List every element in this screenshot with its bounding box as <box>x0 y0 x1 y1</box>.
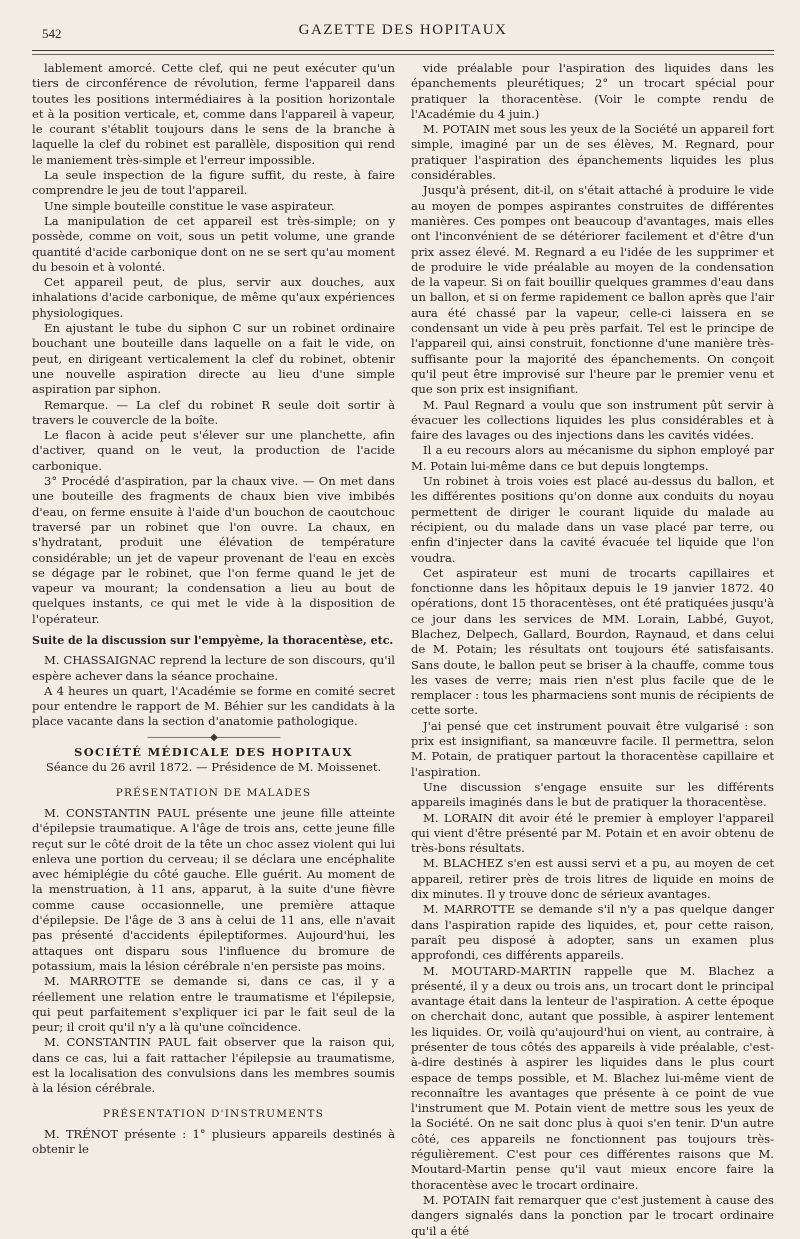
paragraph: M. BLACHEZ s'en est aussi servi et a pu, au moyen de cet appareil, retirer près de trois litres de liquide en moins de dix minutes. Il y trouve donc de sérieux avantages. <box>411 856 774 902</box>
paragraph: M. CONSTANTIN PAUL fait observer que la raison qui, dans ce cas, lui a fait rattacher l'épilepsie au traumatisme, est la localisation des convulsions dans les membres soumis à la lésion cérébrale. <box>32 1035 395 1096</box>
paragraph: La manipulation de cet appareil est très-simple; on y possède, comme on voit, sous un petit volume, une grande quantité d'acide carbonique dont on ne se sert qu'au moment du besoin et à volonté. <box>32 213 395 274</box>
header-rule <box>32 50 774 51</box>
ornament-divider: ———————◆——————— <box>147 731 280 743</box>
paragraph: La seule inspection de la figure suffit, du reste, à faire comprendre le jeu de tout l'appareil. <box>32 168 395 198</box>
paragraph: Une discussion s'engage ensuite sur les différents appareils imaginés dans le but de pratiquer la thoracentèse. <box>411 779 774 810</box>
paragraph: Jusqu'à présent, dit-il, on s'était attaché à produire le vide au moyen de pompes aspirantes construites de différentes manières. Ces pompes ont beaucoup d'avantages, mais elles ont l'inconvénient de se détériorer facilement et d'être d'un prix assez élevé. M. Regnard a eu l'idée de les supprimer et de produire le vide préalable au moyen de la condensation de la vapeur. Si on fait bouillir quelques grammes d'eau dans un ballon, et si on ferme rapidement ce ballon après que l'air aura été chassé par la vapeur, celle-ci laissera en se condensant un vide à peu près parfait. Tel est le principe de l'appareil qui, ainsi construit, fonctionne d'une manière très-suffisante pour la majorité des épanchements. On conçoit qu'il peut être improvisé sur l'heure par le premier venu et que son prix est insignifiant. <box>411 183 774 397</box>
page-header <box>32 18 774 46</box>
paragraph: M. MOUTARD-MARTIN rappelle que M. Blachez a présenté, il y a deux ou trois ans, un trocart dont le principal avantage était dans la lenteur de l'aspiration. A cette époque on cherchait donc, autant que possible, à aspirer lentement les liquides. Or, voilà qu'aujourd'hui on vient, au contraire, à présenter de tous côtés des appareils à vide préalable, c'est-à-dire destinés à aspirer les liquides dans le plus court espace de temps possible, et M. Blachez lui-même vient de reconnaître les avantages que présente à ce point de vue l'instrument que M. Potain vient de mettre sous les yeux de la Société. On ne sait donc plus à quoi s'en tenir. D'un autre côté, ces appareils ne fonctionnent pas toujours très-régulièrement. C'est pour ces différentes raisons que M. Moutard-Martin pense qu'il vaut mieux encore faire la thoracentèse avec le trocart ordinaire. <box>411 963 774 1192</box>
right-column <box>411 61 774 1239</box>
paragraph: M. MARROTTE se demande s'il n'y a pas quelque danger dans l'aspiration rapide des liquides, et, pour cette raison, paraît peu disposé à adopter, sans un examen plus approfondi, ces différents appareils. <box>411 902 774 963</box>
paragraph: M. Paul Regnard a voulu que son instrument pût servir à évacuer les collections liquides les plus considérables et à faire des lavages ou des injections dans les cavités vidées. <box>411 397 774 443</box>
subsection-heading: PRÉSENTATION D'INSTRUMENTS <box>103 1107 324 1120</box>
paragraph: vide préalable pour l'aspiration des liquides dans les épanchements pleurétiques; 2° un trocart spécial pour pratiquer la thoracentèse. (Voir le compte rendu de l'Académie du 4 juin.) <box>411 61 774 121</box>
paragraph: M. POTAIN met sous les yeux de la Société un appareil fort simple, imaginé par un de ses élèves, M. Regnard, pour pratiquer l'aspiration des épanchements liquides les plus considérables. <box>411 122 774 183</box>
paragraph: Une simple bouteille constitue le vase aspirateur. <box>44 198 335 213</box>
paragraph: Cet aspirateur est muni de trocarts capillaires et fonctionne dans les hôpitaux depuis le 19 janvier 1872. 40 opérations, dont 15 thoracentèses, ont été pratiquées jusqu'à ce jour dans les services de MM. Lorain, Labbé, Guyot, Blachez, Delpech, Gallard, Bourdon, Raynaud, et dans celui de M. Potain; les résultats ont toujours été satisfaisants. Sans doute, le ballon peut se briser à la chauffe, comme tous les vases de verre; mais rien n'est plus facile que de le remplacer : tous les pharmaciens sont munis de récipients de cette sorte. <box>411 565 774 718</box>
paragraph: Le flacon à acide peut s'élever sur une planchette, afin d'activer, quand on le veut, la production de l'acide carbonique. <box>32 428 395 473</box>
subsection-heading: PRÉSENTATION DE MALADES <box>115 786 312 799</box>
paragraph: J'ai pensé que cet instrument pouvait être vulgarisé : son prix est insignifiant, sa manœuvre facile. Il permettra, selon M. Potain, de pratiquer partout la thoracentèse capillaire et l'aspiration. <box>411 718 774 779</box>
session-subtitle: Séance du 26 avril 1872. — Présidence de M. Moissenet. <box>45 760 382 775</box>
paragraph: Il a eu recours alors au mécanisme du siphon employé par M. Potain lui-même dans ce but depuis longtemps. <box>411 443 774 473</box>
paragraph: Cet appareil peut, de plus, servir aux douches, aux inhalations d'acide carbonique, de même qu'aux expériences physiologiques. <box>32 275 395 320</box>
paragraph: M. LORAIN dit avoir été le premier à employer l'appareil qui vient d'être présenté par M. Potain et en avoir obtenu de très-bons résultats. <box>411 810 774 856</box>
left-column <box>32 61 395 1239</box>
paragraph: 3° Procédé d'aspiration, par la chaux vive. — On met dans une bouteille des fragments de chaux bien vive imbibés d'eau, on ferme ensuite à l'aide d'un bouchon de caoutchouc traversé par un robinet que l'on ouvre. La chaux, en s'hydratant, produit une élévation de température considérable; un jet de vapeur provenant de l'eau en excès se dégage par le robinet, que l'on ferme quand le jet de vapeur va mourant; la condensation a lieu au bout de quelques instants, ce qui met le vide à la disposition de l'opérateur. <box>32 474 395 626</box>
newspaper-page <box>32 18 774 1239</box>
paragraph: M. POTAIN fait remarquer que c'est justement à cause des dangers signalés dans la ponction par le trocart ordinaire qu'il a été <box>411 1192 774 1238</box>
paragraph: Un robinet à trois voies est placé au-dessus du ballon, et les différentes positions qu'on donne aux conduits du noyau permettent de diriger le courant liquide du malade au récipient, ou du malade dans un vase placé par terre, ou enfin d'injecter dans la cavité évacuée tel liquide que l'on voudra. <box>411 474 774 565</box>
article-columns <box>32 61 774 1239</box>
paragraph: M. TRÉNOT présente : 1° plusieurs appareils destinés à obtenir le <box>32 1126 395 1157</box>
paragraph: A 4 heures un quart, l'Académie se forme en comité secret pour entendre le rapport de M. Béhier sur les candidats à la place vacante dans la section d'anatomie pathologique. <box>32 683 395 729</box>
page-number: 542 <box>42 26 62 41</box>
header-rule-secondary <box>32 54 774 55</box>
society-heading: SOCIÉTÉ MÉDICALE DES HOPITAUX <box>74 745 353 760</box>
paragraph: M. CONSTANTIN PAUL présente une jeune fille atteinte d'épilepsie traumatique. A l'âge de trois ans, cette jeune fille reçut sur le côté droit de la tête un choc assez violent qui lui enleva une portion du cerveau; il se déclara une encéphalite avec hémiplégie du côté gauche. Elle guérit. Au moment de la menstruation, à 11 ans, apparut, à la suite d'une fièvre comme cause occasionnelle, une première attaque d'épilepsie. De l'âge de 3 ans à celui de 11 ans, elle n'avait pas présenté d'accidents épileptiformes. Aujourd'hui, les attaques ont disparu sous l'influence du bromure de potassium, mais la lésion cérébrale n'en persiste pas moins. <box>32 805 395 973</box>
paragraph: M. CHASSAIGNAC reprend la lecture de son discours, qu'il espère achever dans la séance prochaine. <box>32 653 395 683</box>
paragraph: lablement amorcé. Cette clef, qui ne peut exécuter qu'un tiers de circonférence de révolution, ferme l'appareil dans toutes les positions intermédiaires à la position horizontale et à la position verticale, et, comme dans l'appareil à vapeur, le courant s'établit toujours dans le sens de la branche à laquelle la clef du robinet est parallèle, disposition qui rend le maniement très-simple et l'erreur impossible. <box>32 61 395 167</box>
paragraph: M. MARROTTE se demande si, dans ce cas, il y a réellement une relation entre le traumatisme et l'épilepsie, qui peut parfaitement s'expliquer ici par le fait seul de la peur; il croit qu'il n'y a là qu'une coïncidence. <box>32 974 395 1035</box>
journal-title: GAZETTE DES HOPITAUX <box>298 22 508 38</box>
section-heading: Suite de la discussion sur l'empyème, la thoracentèse, etc. <box>32 633 394 647</box>
paragraph: En ajustant le tube du siphon C sur un robinet ordinaire bouchant une bouteille dans laquelle on a fait le vide, on peut, en dirigeant verticalement la clef du robinet, obtenir une nouvelle aspiration directe au lieu d'une simple aspiration par siphon. <box>32 321 395 397</box>
paragraph: Remarque. — La clef du robinet R seule doit sortir à travers le couvercle de la boîte. <box>32 397 395 427</box>
